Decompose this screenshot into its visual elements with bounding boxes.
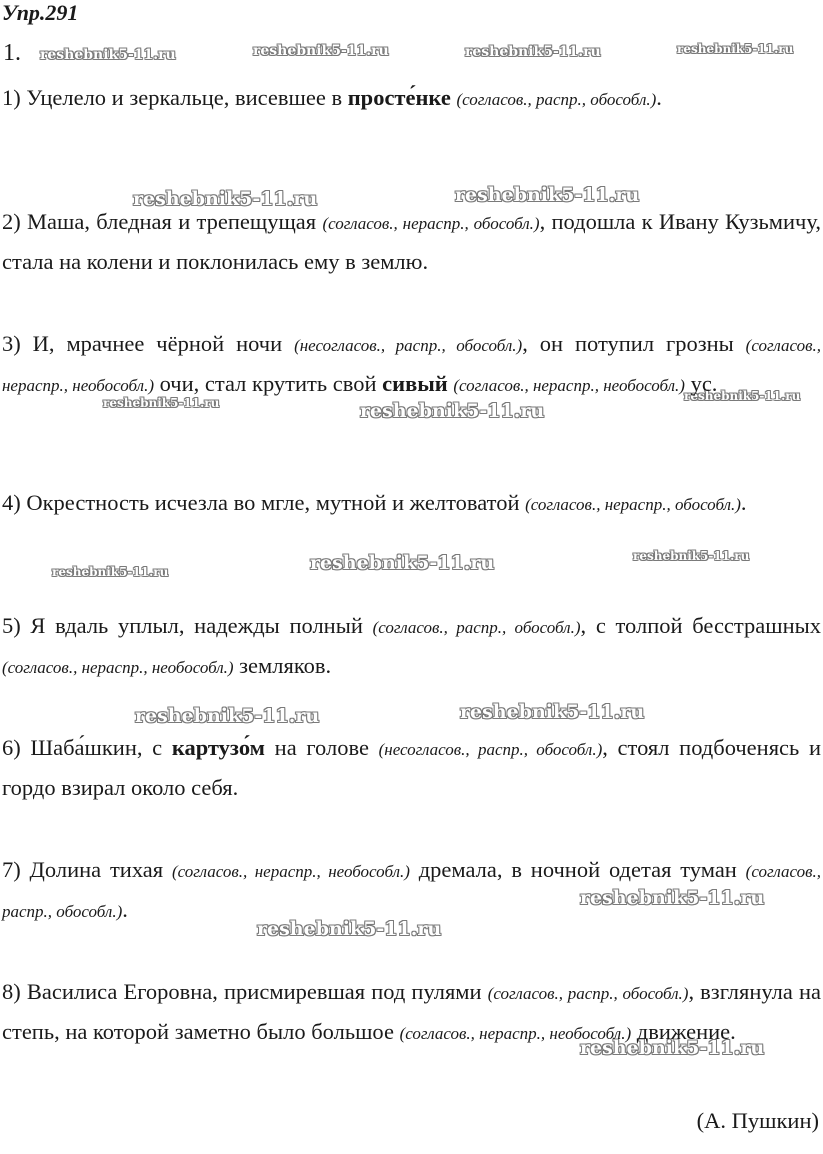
sentence-6: 6) Шаба́шкин, с картузо́м на голове (несогласов., распр., обособл.), стоял подбоченясь и гордо взирал около себя. xyxy=(2,735,822,800)
watermark: reshebnik5-11.ru xyxy=(580,887,765,909)
watermark: reshebnik5-11.ru xyxy=(103,396,220,410)
watermark: reshebnik5-11.ru xyxy=(253,43,389,59)
task-number: 1. xyxy=(3,40,21,66)
sentence-5: 5) Я вдаль уплыл, надежды полный (согласов., распр., обособл.), с толпой бесстрашных (согласов., нераспр., необособл.) земляков. xyxy=(2,613,821,678)
watermark: reshebnik5-11.ru xyxy=(460,701,645,723)
watermark: reshebnik5-11.ru xyxy=(455,184,640,206)
watermark: reshebnik5-11.ru xyxy=(135,705,320,727)
watermark: reshebnik5-11.ru xyxy=(580,1037,765,1059)
sentence-4: 4) Окрестность исчезла во мгле, мутной и желтоватой (согласов., нераспр., обособл.). xyxy=(2,490,747,515)
watermark: reshebnik5-11.ru xyxy=(360,400,545,422)
author-attribution: (А. Пушкин) xyxy=(696,1108,819,1133)
sentence-2: 2) Маша, бледная и трепещущая (согласов., нераспр., обособл.), подошла к Ивану Кузьмичу, стала на колени и поклонилась ему в землю. xyxy=(2,209,821,274)
sentence-1: 1) Уцелело и зеркальце, висевшее в просте́нке (согласов., распр., обособл.). xyxy=(2,85,662,110)
sentence-3: 3) И, мрачнее чёрной ночи (несогласов., распр., обособл.), он потупил грозны (согласов., нераспр., необособл.) очи, стал крутить свой сивый (согласов., нераспр., необособл.) ус. xyxy=(2,331,821,396)
watermark: reshebnik5-11.ru xyxy=(52,565,169,579)
watermark: reshebnik5-11.ru xyxy=(133,188,318,210)
watermark: reshebnik5-11.ru xyxy=(633,549,750,563)
watermark: reshebnik5-11.ru xyxy=(465,44,601,60)
watermark: reshebnik5-11.ru xyxy=(257,918,442,940)
exercise-title: Упр.291 xyxy=(2,0,79,25)
watermark: reshebnik5-11.ru xyxy=(677,42,794,56)
watermark: reshebnik5-11.ru xyxy=(40,47,176,63)
sentence-8: 8) Василиса Егоровна, присмиревшая под пулями (согласов., распр., обособл.), взглянула на степь, на которой заметно было большое (согласов., нераспр., необособл.) движение. xyxy=(2,979,821,1044)
watermark: reshebnik5-11.ru xyxy=(684,389,801,403)
watermark: reshebnik5-11.ru xyxy=(310,552,495,574)
sentence-7: 7) Долина тихая (согласов., нераспр., необособл.) дремала, в ночной одетая туман (согласов., распр., обособл.). xyxy=(2,857,821,922)
